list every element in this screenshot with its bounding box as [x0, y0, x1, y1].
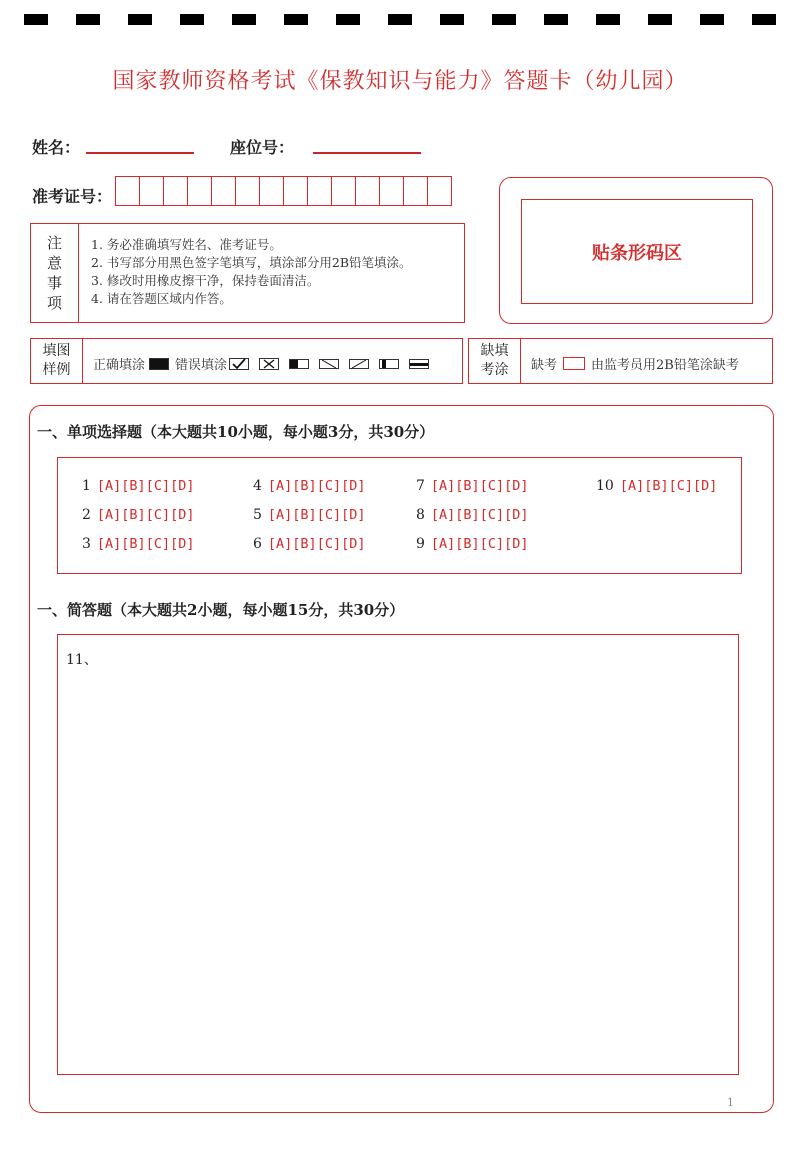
short-answer-question-label: 11、 — [66, 652, 98, 668]
alignment-mark — [544, 14, 568, 25]
seat-label: 座位号： — [230, 138, 295, 157]
exam-id-digit-box[interactable] — [379, 176, 405, 206]
alignment-mark — [648, 14, 672, 25]
exam-id-digit-box[interactable] — [403, 176, 429, 206]
choice-question-9: 9 [A][B][C][D] — [416, 536, 529, 552]
correct-fill-label: 正确填涂 — [93, 358, 146, 373]
choice-question-2: 2 [A][B][C][D] — [82, 507, 195, 523]
choice-options[interactable]: [A][B][C][D] — [619, 478, 718, 494]
choice-question-5: 5 [A][B][C][D] — [253, 507, 366, 523]
alignment-mark — [492, 14, 516, 25]
absent-note: 由监考员用2B铅笔涂缺考 — [591, 358, 739, 373]
alignment-mark — [232, 14, 256, 25]
seat-field[interactable] — [313, 152, 421, 154]
alignment-mark — [24, 14, 48, 25]
note-item: 3. 修改时用橡皮擦干净，保持卷面清洁。 — [91, 273, 320, 288]
notes-list — [91, 236, 412, 308]
note-item: 2. 书写部分用黑色签字笔填写，填涂部分用2B铅笔填涂。 — [91, 255, 412, 270]
choice-question-4: 4 [A][B][C][D] — [253, 478, 366, 494]
absent-checkbox[interactable] — [563, 357, 585, 370]
wrong-fill-line-sample — [409, 359, 429, 369]
name-label: 姓名： — [32, 138, 81, 157]
alignment-mark — [700, 14, 724, 25]
choice-options[interactable]: [A][B][C][D] — [430, 478, 529, 494]
exam-id-label: 准考证号： — [32, 187, 113, 206]
exam-id-digit-box[interactable] — [187, 176, 213, 206]
choice-question-8: 8 [A][B][C][D] — [416, 507, 529, 523]
choice-options[interactable]: [A][B][C][D] — [267, 507, 366, 523]
exam-id-digit-box[interactable] — [115, 176, 141, 206]
alignment-mark — [128, 14, 152, 25]
exam-id-digit-box[interactable] — [259, 176, 285, 206]
choice-options[interactable]: [A][B][C][D] — [96, 507, 195, 523]
choice-options[interactable]: [A][B][C][D] — [267, 478, 366, 494]
barcode-label: 贴条形码区 — [592, 242, 682, 264]
barcode-area — [499, 177, 773, 324]
section2-title: 一、简答题（本大题共2小题，每小题15分，共30分） — [37, 601, 405, 619]
choice-question-7: 7 [A][B][C][D] — [416, 478, 529, 494]
choice-options[interactable]: [A][B][C][D] — [267, 536, 366, 552]
notes-heading: 注 意 事 项 — [31, 224, 79, 322]
alignment-mark — [180, 14, 204, 25]
fill-example-legend — [93, 354, 429, 373]
exam-id-digit-box[interactable] — [211, 176, 237, 206]
choice-options[interactable]: [A][B][C][D] — [96, 536, 195, 552]
absent-box — [468, 338, 773, 384]
correct-fill-sample — [149, 358, 169, 370]
fill-example-box — [30, 338, 463, 384]
wrong-fill-slash-sample — [349, 359, 369, 369]
exam-id-digit-box[interactable] — [139, 176, 165, 206]
choice-question-1: 1 [A][B][C][D] — [82, 478, 195, 494]
wrong-fill-label: 错误填涂 — [175, 358, 228, 373]
choice-options[interactable]: [A][B][C][D] — [96, 478, 195, 494]
alignment-mark — [336, 14, 360, 25]
exam-id-digit-box[interactable] — [427, 176, 453, 206]
barcode-inner-box — [521, 199, 753, 304]
choice-question-3: 3 [A][B][C][D] — [82, 536, 195, 552]
alignment-mark — [76, 14, 100, 25]
choice-options[interactable]: [A][B][C][D] — [430, 507, 529, 523]
short-answer-box[interactable] — [57, 634, 739, 1075]
exam-id-digit-box[interactable] — [283, 176, 309, 206]
wrong-fill-half-sample — [289, 359, 309, 369]
alignment-mark — [388, 14, 412, 25]
wrong-fill-check-sample — [229, 358, 249, 370]
exam-id-digit-box[interactable] — [331, 176, 357, 206]
note-item: 1. 务必准确填写姓名、准考证号。 — [91, 237, 282, 252]
page-title: 国家教师资格考试《保教知识与能力》答题卡（幼儿园） — [112, 69, 688, 94]
absent-label: 缺考 — [531, 358, 558, 373]
choice-options[interactable]: [A][B][C][D] — [430, 536, 529, 552]
page-number: 1 — [727, 1096, 734, 1109]
exam-id-grid — [116, 176, 452, 206]
note-item: 4. 请在答题区域内作答。 — [91, 291, 232, 306]
fill-example-heading: 填图 样例 — [31, 339, 83, 383]
alignment-marks — [24, 14, 776, 26]
wrong-fill-cross-sample — [259, 358, 279, 370]
alignment-mark — [440, 14, 464, 25]
name-field[interactable] — [86, 152, 194, 154]
alignment-mark — [752, 14, 776, 25]
absent-legend — [531, 354, 739, 373]
wrong-fill-backslash-sample — [319, 359, 339, 369]
absent-heading: 缺填 考涂 — [469, 339, 521, 383]
section1-title: 一、单项选择题（本大题共10小题，每小题3分，共30分） — [37, 423, 435, 441]
alignment-mark — [284, 14, 308, 25]
exam-id-digit-box[interactable] — [235, 176, 261, 206]
wrong-fill-bar-sample — [379, 359, 399, 369]
exam-id-digit-box[interactable] — [355, 176, 381, 206]
choice-question-6: 6 [A][B][C][D] — [253, 536, 366, 552]
choice-question-10: 10 [A][B][C][D] — [596, 478, 718, 494]
exam-id-digit-box[interactable] — [307, 176, 333, 206]
alignment-mark — [596, 14, 620, 25]
notes-box — [30, 223, 465, 323]
exam-id-digit-box[interactable] — [163, 176, 189, 206]
